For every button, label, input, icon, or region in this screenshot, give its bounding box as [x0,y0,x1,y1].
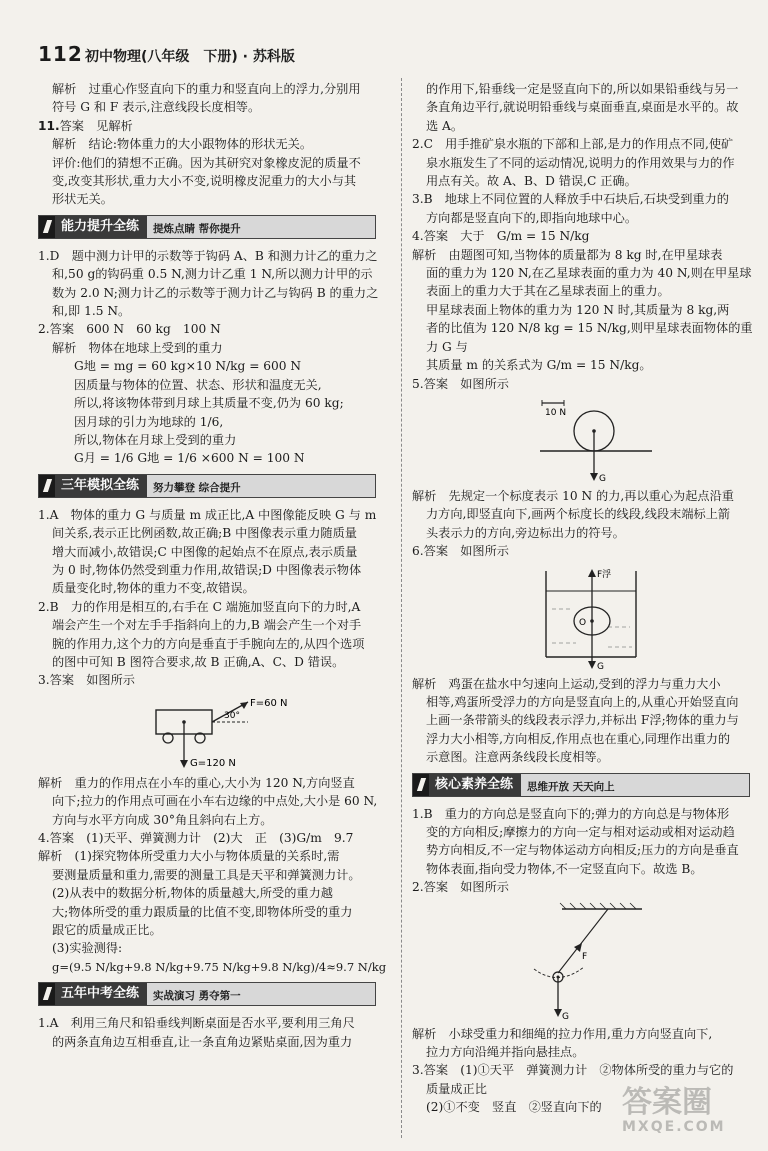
section-subtitle: 努力攀登 综合提升 [147,475,375,497]
arrowhead [554,1009,562,1017]
string [558,909,608,973]
egg-buoyancy-figure [412,565,764,671]
text-line: 因月球的引力为地球的 1/6, [74,414,224,429]
force-label: F=60 N [250,697,288,709]
answer-text: 答案 见解析 [59,118,133,133]
center-label: O [579,617,587,628]
watermark [622,1087,762,1143]
text-line: 1.D 题中测力计甲的示数等于钩码 A、B 和测力计乙的重力之 [38,248,378,263]
text-line: 1.A 物体的重力 G 与质量 m 成正比,A 中图像能反映 G 与 m [38,507,377,522]
section-title: 五年中考全练 [55,983,147,1005]
ceiling-hatch [580,903,586,909]
ceiling-hatch [610,903,616,909]
section-title: 能力提升全练 [55,216,147,238]
buoyancy-label: F浮 [597,569,612,580]
gravity-label: G=120 N [190,757,236,769]
text-line: 要测量质量和重力,需要的测量工具是天平和弹簧测力计。 [52,867,361,882]
text-line: 条直角边平行,就说明铅垂线与桌面垂直,桌面是水平的。故 [426,100,739,115]
ceiling-hatch [600,903,606,909]
left-column [38,80,390,1051]
text-line: 所以,将该物体带到月球上其质量不变,仍为 60 kg; [74,396,344,411]
column-divider [401,78,402,1138]
text-line: 的作用下,铅垂线一定是竖直向下的,所以如果铅垂线与另一 [426,82,739,96]
text-line: 解析 重力的作用点在小车的重心,大小为 120 N,方向竖直 [38,775,355,790]
formula-line: G地 = mg = 60 kg×10 N/kg = 600 N [74,359,302,374]
text-line: 数为 2.0 N;测力计乙的示数等于测力计乙与钩码 B 的重力之 [52,285,379,300]
arrowhead [588,661,596,669]
question-number: 11. [38,118,60,133]
text-line: 解析 结论:物体重力的大小跟物体的形状无关。 [52,137,313,152]
page-number: 112 [38,42,83,66]
text-line: 示意图。注意两条线段长度相等。 [426,750,609,765]
text-line: 甲星球表面上物体的重力为 120 N 时,其质量为 8 kg,两 [426,302,730,317]
text-line: 表面上的重力大于其在乙星球表面上的重力。 [426,284,670,299]
pendulum-figure [412,901,764,1021]
pen-icon [39,983,55,1005]
watermark-text: 答案圈 [622,1085,712,1120]
ball-gravity-figure [412,397,764,483]
text-line: 4.答案 大于 G/m = 15 N/kg [412,229,590,244]
section-subtitle: 提炼点睛 帮你提升 [147,216,375,238]
text-line: 形状无关。 [52,192,113,207]
arrowhead [180,760,188,768]
text-line: 所以,物体在月球上受到的重力 [74,432,237,447]
text-line: 解析 过重心作竖直向下的重力和竖直向上的浮力,分别用 [52,82,361,96]
text-line: 增大而减小,故错误;C 中图像的起始点不在原点,表示质量 [52,544,358,559]
text-line: 向下;拉力的作用点可画在小车右边缘的中点处,大小是 60 N, [52,794,378,809]
text-line: (2)从表中的数据分析,物体的质量越大,所受的重力越 [52,886,333,901]
text-line: 解析 物体在地球上受到的重力 [52,340,223,355]
text-line: 其质量 m 的关系式为 G/m = 15 N/kg。 [426,358,652,373]
text-line: 解析 (1)探究物体所受重力大小与物体质量的关系时,需 [38,849,340,864]
gravity-label: G [599,473,606,483]
text-line: 端会产生一个对左手手指斜向上的力,B 端会产生一个对手 [52,618,362,633]
text-line: 力方向,即竖直向下,画两个标度长的线段,线段末端标上箭 [426,507,731,522]
text-line: 解析 先规定一个标度表示 10 N 的力,再以重心为起点沿重 [412,488,734,503]
text-line: 和,即 1.5 N。 [52,304,131,319]
scale-label: 10 N [545,407,567,418]
text-line: 因质量与物体的位置、状态、形状和温度无关, [74,377,322,392]
text-line: 解析 由题图可知,当物体的质量都为 8 kg 时,在甲星球表 [412,247,723,262]
text-line: (2)①不变 竖直 ②竖直向下的 [426,1100,602,1115]
text-line: 拉力方向沿绳并指向悬挂点。 [426,1045,585,1059]
text-line: 方向与水平方向成 30°角且斜向右上方。 [52,812,273,827]
ceiling-hatch [560,903,566,909]
text-line: 3.答案 (1)①天平 弹簧测力计 ②物体所受的重力与它的 [412,1063,734,1078]
pen-icon [413,774,429,796]
watermark-url: MXQE.COM [622,1119,726,1135]
section-subtitle: 实战演习 勇夺第一 [147,983,375,1005]
gravity-label: G [562,1011,569,1021]
text-line: 面的重力为 120 N,在乙星球表面的重力为 40 N,则在甲星球 [426,266,752,281]
text-line: 解析 小球受重力和细绳的拉力作用,重力方向竖直向下, [412,1026,713,1041]
text-line: 者的比值为 120 N/8 kg = 15 N/kg,则甲星球表面物体的重力 G 与 [426,321,753,354]
text-line: (3)实验测得: [52,941,123,956]
text-line: 用点有关。故 A、B、D 错误,C 正确。 [426,174,637,189]
section-header [38,982,376,1006]
text-line: 上画一条带箭头的线段表示浮力,并标出 F浮;物体的重力与 [426,713,739,728]
arrowhead [588,569,596,577]
ceiling-hatch [570,903,576,909]
text-line: 3.B 地球上不同位置的人释放手中石块后,石块受到重力的 [412,192,729,207]
text-line: 浮力大小相等,方向相反,作用点也在重心,同理作出重力的 [426,731,731,746]
answer-text: 6.答案 如图所示 [412,544,509,559]
answer-text: 5.答案 如图所示 [412,376,509,391]
text-line: 质量变化时,物体的重力不变,故错误。 [52,581,255,596]
text-line: 1.A 利用三角尺和铅垂线判断桌面是否水平,要利用三角尺 [38,1016,355,1031]
section-header [412,773,750,797]
section-title: 核心素养全练 [429,774,521,796]
right-column [412,80,764,1120]
section-header [38,474,376,498]
arrowhead [590,473,598,481]
text-line: 物体表面,指向受力物体,不一定竖直向下。故选 B。 [426,861,703,876]
text-line: 跟它的质量成正比。 [52,923,162,938]
angle-label: 30° [224,710,240,721]
text-line: 相等,鸡蛋所受浮力的方向是竖直向上的,从重心开始竖直向 [426,694,739,709]
text-line: 泉水瓶发生了不同的运动情况,说明力的作用效果与力的作 [426,155,735,170]
text-line: 符号 G 和 F 表示,注意线段长度相等。 [52,100,261,115]
answer-text: 3.答案 如图所示 [38,673,135,688]
ceiling-hatch [620,903,626,909]
text-line: 头表示力的方向,旁边标出力的符号。 [426,525,625,540]
formula-line: G月 = 1/6 G地 = 1/6 ×600 N = 100 N [74,451,305,466]
pen-icon [39,475,55,497]
text-line: 解析 鸡蛋在盐水中匀速向上运动,受到的浮力与重力大小 [412,676,721,691]
text-line: 质量成正比 [426,1081,487,1096]
text-line: 2.B 力的作用是相互的,右手在 C 端施加竖直向下的力时,A [38,599,361,614]
section-subtitle: 思维开放 天天向上 [521,774,749,796]
text-line: 的两条直角边互相垂直,让一条直角边紧贴桌面,因为重力 [52,1034,353,1049]
text-line: 间关系,表示正比例函数,故正确;B 中图像表示重力随质量 [52,526,357,541]
text-line: 2.C 用手推矿泉水瓶的下部和上部,是力的作用点不同,使矿 [412,137,734,152]
text-line: 的图中可知 B 图符合要求,故 B 正确,A、C、D 错误。 [52,654,345,669]
ceiling-hatch [590,903,596,909]
tension-label: F [582,951,588,962]
text-line: 变的方向相反;摩擦力的方向一定与相对运动或相对运动趋 [426,824,735,839]
text-line: 和,50 g的钩码重 0.5 N,测力计乙重 1 N,所以测力计甲的示 [52,267,373,282]
formula-line: g=(9.5 N/kg+9.8 N/kg+9.75 N/kg+9.8 N/kg)/4≈9.7 N/kg [52,959,387,974]
text-line: 2.答案 600 N 60 kg 100 N [38,322,221,337]
text-line: 4.答案 (1)天平、弹簧测力计 (2)大 正 (3)G/m 9.7 [38,831,354,845]
ceiling-hatch [630,903,636,909]
page-header [0,0,768,74]
text-line: 为 0 时,物体仍然受到重力作用,故错误;D 中图像表示物体 [52,562,362,577]
text-line: 势方向相反,不一定与物体运动方向相反;压力的方向是垂直 [426,843,739,858]
text-line: 大;物体所受的重力跟质量的比值不变,即物体所受的重力 [52,904,353,919]
text-line: 变,改变其形状,重力大小不变,说明橡皮泥重力的大小与其 [52,174,357,189]
cart-force-figure [38,694,390,770]
section-title: 三年模拟全练 [55,475,147,497]
section-header [38,215,376,239]
pen-icon [39,216,55,238]
text-line: 方向都是竖直向下的,即指向地球中心。 [426,210,638,225]
text-line: 腕的作用力,这个力的方向是垂直于手腕向左的,从四个选项 [52,636,365,651]
answer-text: 2.答案 如图所示 [412,880,509,895]
text-line: 1.B 重力的方向总是竖直向下的;弹力的方向总是与物体形 [412,806,730,821]
text-line: 评价:他们的猜想不正确。因为其研究对象橡皮泥的质量不 [52,155,361,170]
book-title: 初中物理(八年级 下册) · 苏科版 [85,49,295,65]
gravity-label: G [597,661,604,671]
text-line: 选 A。 [426,118,464,133]
